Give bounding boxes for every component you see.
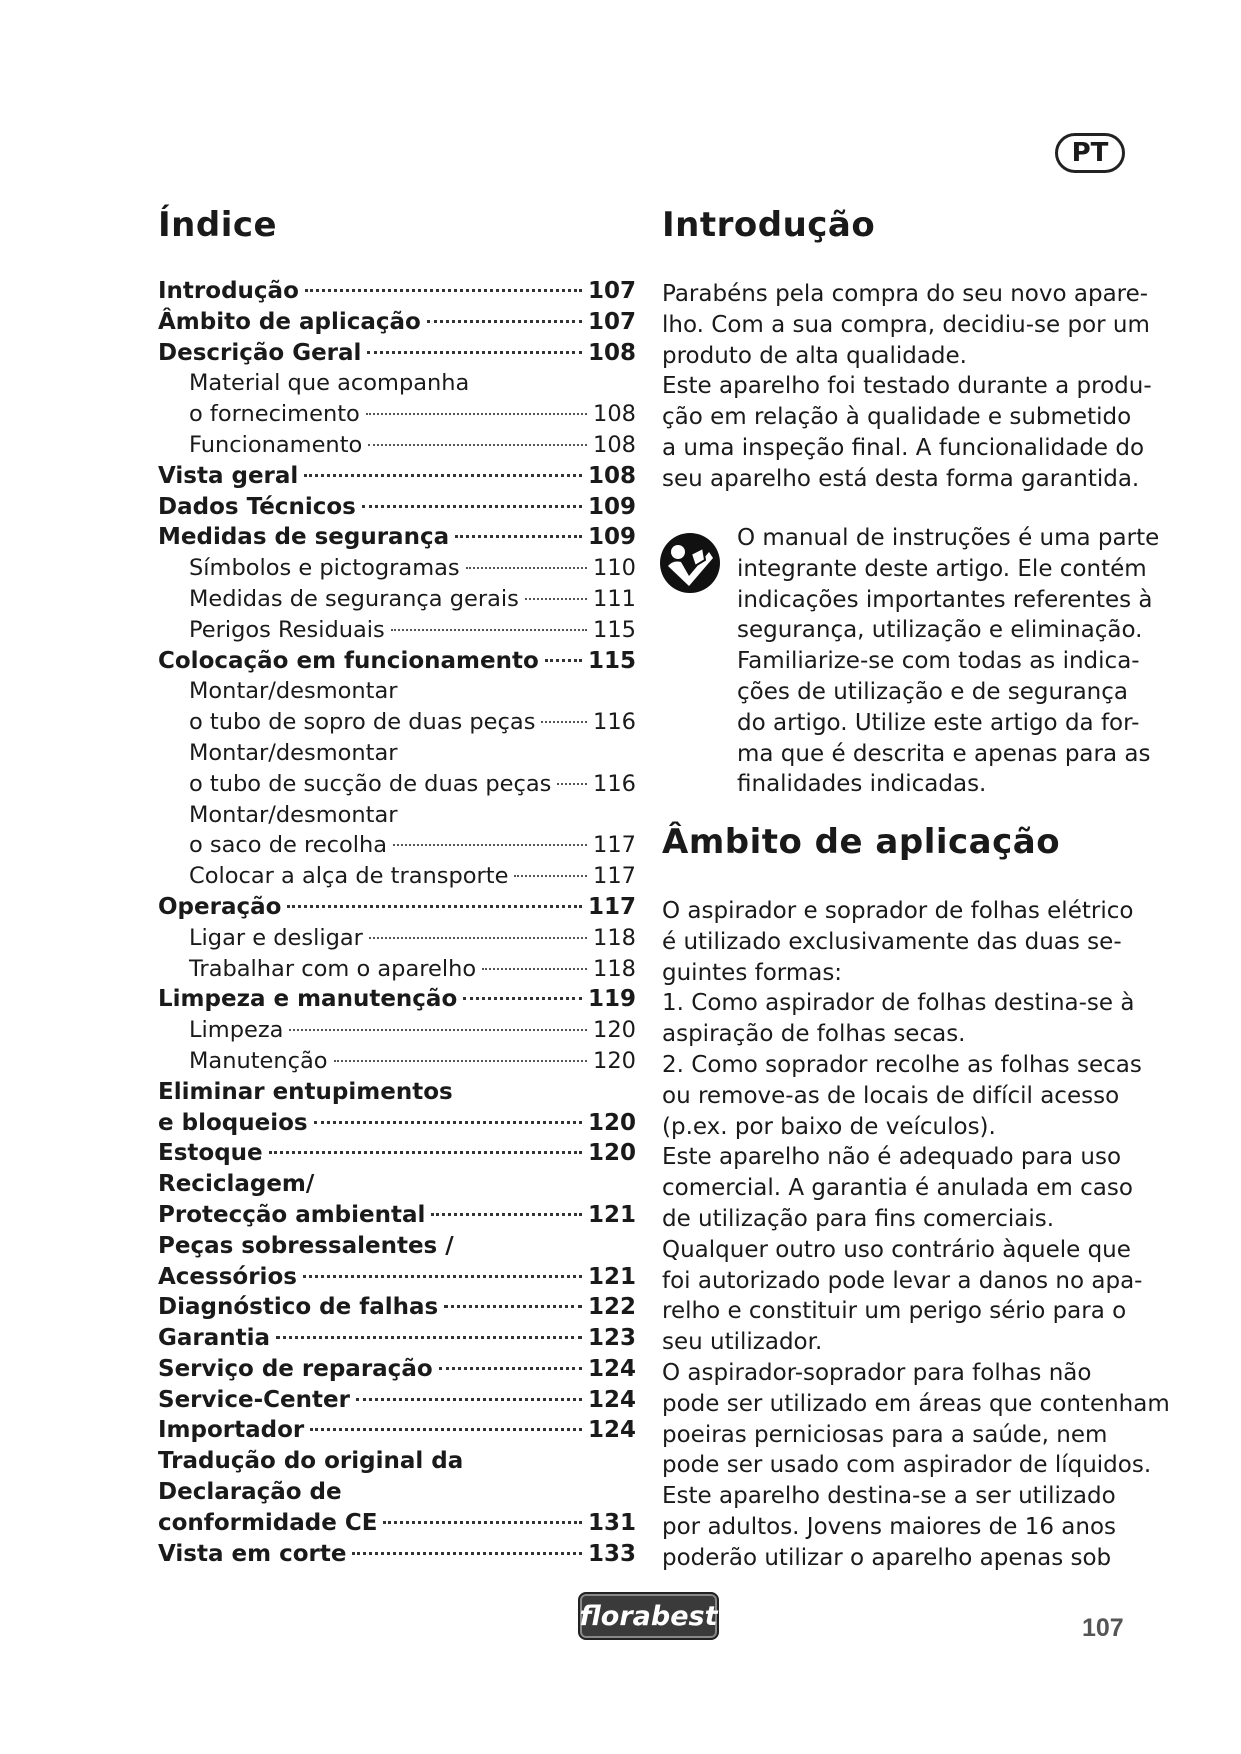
toc-entry-label: Medidas de segurança gerais [189,585,519,612]
toc-entry-label: Introdução [158,278,299,304]
toc-entry-page: 109 [587,493,636,520]
toc-entry-page: 121 [587,1201,636,1228]
toc-entry-page: 120 [593,1017,636,1044]
dot-leader [514,875,587,877]
toc-entry-label: Trabalhar com o aparelho [189,955,477,982]
toc-entry[interactable] [158,1138,636,1169]
dot-leader [352,1552,582,1555]
toc-entry[interactable] [158,1323,636,1354]
toc-entry-page: 107 [587,308,636,335]
toc-entry-page: 119 [587,986,636,1013]
toc-entry-label: Declaração de [158,1479,342,1506]
toc-entry-label: Limpeza e manutenção [158,986,458,1013]
dot-leader [427,320,582,323]
toc-entry-page: 107 [587,278,636,304]
brand-logo [578,1592,719,1640]
text-line: Familiarize-se com todas as indica- [737,648,1140,675]
toc-entry-label: Ligar e desligar [189,924,363,951]
toc-entry[interactable] [158,399,636,430]
text-line: Parabéns pela compra do seu novo apare- [662,281,1149,307]
toc-entry[interactable] [158,1108,636,1139]
text-line: ções de utilização e de segurança [737,678,1128,705]
text-line: seu utilizador. [662,1329,823,1356]
toc-entry-label: Estoque [158,1140,263,1167]
toc-entry[interactable] [158,368,636,399]
dot-leader [482,968,587,970]
text-line: é utilizado exclusivamente das duas se- [662,928,1122,955]
text-line: ou remove-as de locais de difícil acesso [662,1082,1120,1109]
toc-entry-label: Tradução do original da [158,1448,464,1475]
text-line: pode ser utilizado em áreas que contenham [662,1390,1170,1417]
toc-entry-page: 116 [593,709,636,736]
toc-entry-page: 116 [593,770,636,797]
toc-entry-page: 108 [593,401,636,428]
text-line: por adultos. Jovens maiores de 16 anos [662,1513,1117,1540]
toc-entry[interactable] [158,646,636,677]
toc-entry-label: Perigos Residuais [189,616,385,643]
toc-entry-page: 120 [587,1140,636,1167]
toc-entry-label: Âmbito de aplicação [158,308,421,335]
text-line: aspiração de folhas secas. [662,1021,966,1048]
text-line: indicações importantes referentes à [737,586,1153,613]
toc-entry-label: conformidade CE [158,1509,378,1536]
toc-entry-label: Montar/desmontar [189,801,398,828]
toc-entry-label: Vista em corte [158,1540,347,1567]
dot-leader [383,1521,582,1524]
toc-entry-label: Material que acompanha [189,370,470,397]
text-line: relho e constituir um perigo sério para o [662,1298,1127,1325]
toc-entry-page: 117 [587,893,636,920]
toc-entry-label: Colocação em funcionamento [158,647,539,674]
toc-entry-label: Garantia [158,1325,271,1352]
text-line: ma que é descrita e apenas para as [737,740,1151,767]
toc-entry-page: 110 [593,555,636,582]
toc-entry-label: Importador [158,1417,305,1444]
toc-entry[interactable] [158,307,636,338]
toc-entry-page: 120 [593,1047,636,1074]
intro-title: Introdução [662,205,876,245]
dot-leader [305,289,582,292]
dot-leader [525,598,587,600]
toc-entry[interactable] [158,1046,636,1077]
text-line: Este aparelho não é adequado para uso [662,1144,1122,1171]
dot-leader [287,905,582,908]
toc-entry-page: 108 [593,431,636,458]
toc-entry-page: 115 [593,616,636,643]
toc-entry[interactable] [158,861,636,892]
text-line: 2. Como soprador recolhe as folhas secas [662,1051,1142,1078]
text-line: poeiras perniciosas para a saúde, nem [662,1421,1108,1448]
toc-entry[interactable] [158,984,636,1015]
toc-entry-label: Diagnóstico de falhas [158,1294,439,1321]
toc-entry-label: Montar/desmontar [189,739,398,766]
dot-leader [463,997,582,1000]
dot-leader [391,629,587,631]
dot-leader [269,1151,582,1154]
dot-leader [367,351,582,354]
toc-entry[interactable] [158,676,636,707]
toc-entry-label: Símbolos e pictogramas [189,555,460,582]
toc-entry[interactable] [158,1415,636,1446]
toc-entry[interactable] [158,1169,636,1200]
text-line: O aspirador e soprador de folhas elétrico [662,898,1134,924]
text-line: do artigo. Utilize este artigo da for- [737,709,1140,736]
text-line: lho. Com a sua compra, decidiu-se por um [662,311,1150,338]
toc-entry[interactable] [158,1385,636,1416]
toc-entry-page: 123 [587,1325,636,1352]
intro-text [662,279,1152,495]
toc-entry-label: Reciclagem/ [158,1171,315,1198]
text-line: integrante deste artigo. Ele contém [737,555,1147,582]
toc-entry-page: 111 [593,585,636,612]
dot-leader [444,1305,582,1308]
text-line: pode ser usado com aspirador de líquidos. [662,1452,1152,1479]
text-line: comercial. A garantia é anulada em caso [662,1175,1133,1202]
text-line: poderão utilizar o aparelho apenas sob [662,1544,1112,1571]
toc-entry-page: 115 [587,647,636,674]
text-line: a uma inspeção final. A funcionalidade do [662,434,1145,461]
read-manual-icon [659,532,721,594]
toc-entry-label: Protecção ambiental [158,1201,426,1228]
text-line: O aspirador-soprador para folhas não [662,1359,1092,1386]
toc-entry[interactable] [158,1292,636,1323]
table-of-contents [158,276,636,1569]
dot-leader [369,937,587,939]
dot-leader [557,783,587,785]
dot-leader [314,1121,582,1124]
toc-entry[interactable] [158,1077,636,1108]
toc-entry-label: Manutenção [189,1047,328,1074]
toc-entry-label: Vista geral [158,462,299,489]
toc-entry-page: 117 [593,863,636,890]
toc-entry-page: 118 [593,924,636,951]
toc-entry[interactable] [158,492,636,523]
dot-leader [439,1367,582,1370]
text-line: produto de alta qualidade. [662,342,967,369]
toc-entry-page: 133 [587,1540,636,1567]
toc-entry-label: Serviço de reparação [158,1355,433,1382]
toc-entry-label: Medidas de segurança [158,524,450,551]
dot-leader [362,505,582,508]
dot-leader [393,844,587,846]
toc-entry-page: 117 [593,832,636,859]
toc-entry-label: Montar/desmontar [189,678,398,705]
toc-entry-label: Eliminar entupimentos [158,1078,453,1105]
toc-entry[interactable] [158,1354,636,1385]
toc-entry-page: 124 [587,1355,636,1382]
toc-entry-page: 109 [587,524,636,551]
toc-entry-page: 120 [587,1109,636,1136]
toc-entry-label: Colocar a alça de transporte [189,863,509,890]
manual-note [737,523,1159,800]
toc-entry-page: 122 [587,1294,636,1321]
text-line: Este aparelho destina-se a ser utilizado [662,1483,1116,1510]
toc-entry-label: Peças sobressalentes / [158,1232,454,1259]
dot-leader [541,721,587,723]
page-number: 107 [1082,1614,1124,1642]
toc-entry[interactable] [158,522,636,553]
dot-leader [356,1398,582,1401]
dot-leader [289,1029,587,1031]
toc-entry[interactable] [158,1015,636,1046]
toc-entry-label: o saco de recolha [189,832,388,859]
toc-entry[interactable] [158,553,636,584]
text-line: Este aparelho foi testado durante a produ- [662,373,1152,400]
toc-entry-label: Descrição Geral [158,339,362,366]
toc-entry[interactable] [158,707,636,738]
toc-entry-page: 124 [587,1386,636,1413]
toc-entry-page: 118 [593,955,636,982]
dot-leader [431,1213,582,1216]
text-line: ção em relação à qualidade e submetido [662,404,1132,431]
dot-leader [304,474,582,477]
text-line: guintes formas: [662,959,843,986]
toc-entry[interactable] [158,461,636,492]
toc-entry-label: Operação [158,893,282,920]
toc-entry-label: e bloqueios [158,1109,308,1136]
toc-entry[interactable] [158,769,636,800]
toc-entry[interactable] [158,615,636,646]
text-line: O manual de instruções é uma parte [737,525,1160,551]
toc-entry-label: Service-Center [158,1386,350,1413]
toc-entry[interactable] [158,954,636,985]
scope-text [662,896,1170,1574]
dot-leader [368,444,587,446]
text-line: Qualquer outro uso contrário àquele que [662,1236,1131,1263]
toc-entry[interactable] [158,923,636,954]
dot-leader [276,1336,582,1339]
text-line: finalidades indicadas. [737,771,987,798]
brand-name: florabest [579,1600,718,1632]
toc-entry[interactable] [158,430,636,461]
dot-leader [334,1060,587,1062]
scope-title: Âmbito de aplicação [662,822,1061,862]
toc-entry[interactable] [158,1477,636,1508]
toc-entry-label: o tubo de sucção de duas peças [189,770,552,797]
toc-entry-page: 108 [587,462,636,489]
toc-entry-label: Limpeza [189,1017,284,1044]
text-line: seu aparelho está desta forma garantida. [662,465,1140,492]
toc-entry[interactable] [158,338,636,369]
dot-leader [545,659,582,662]
text-line: foi autorizado pode levar a danos no apa- [662,1267,1143,1294]
dot-leader [303,1275,582,1278]
toc-entry[interactable] [158,1200,636,1231]
toc-entry[interactable] [158,1231,636,1262]
toc-title: Índice [158,205,278,245]
toc-entry[interactable] [158,830,636,861]
dot-leader [310,1428,582,1431]
language-badge: PT [1055,133,1125,173]
toc-entry-page: 108 [587,339,636,366]
toc-entry-label: Funcionamento [189,431,363,458]
toc-entry[interactable] [158,1539,636,1570]
text-line: segurança, utilização e eliminação. [737,617,1143,644]
toc-entry[interactable] [158,1446,636,1477]
toc-entry-label: o fornecimento [189,401,360,428]
toc-entry[interactable] [158,800,636,831]
toc-entry[interactable] [158,1262,636,1293]
dot-leader [455,535,582,538]
dot-leader [466,567,587,569]
toc-entry[interactable] [158,892,636,923]
text-line: (p.ex. por baixo de veículos). [662,1113,996,1140]
toc-entry[interactable] [158,1508,636,1539]
toc-entry[interactable] [158,584,636,615]
toc-entry-label: o tubo de sopro de duas peças [189,709,536,736]
dot-leader [366,413,587,415]
toc-entry-label: Dados Técnicos [158,493,356,520]
toc-entry-page: 121 [587,1263,636,1290]
toc-entry-label: Acessórios [158,1263,297,1290]
toc-entry[interactable] [158,276,636,307]
text-line: 1. Como aspirador de folhas destina-se à [662,990,1135,1017]
toc-entry-page: 131 [587,1509,636,1536]
text-line: de utilização para fins comerciais. [662,1205,1055,1232]
toc-entry-page: 124 [587,1417,636,1444]
toc-entry[interactable] [158,738,636,769]
